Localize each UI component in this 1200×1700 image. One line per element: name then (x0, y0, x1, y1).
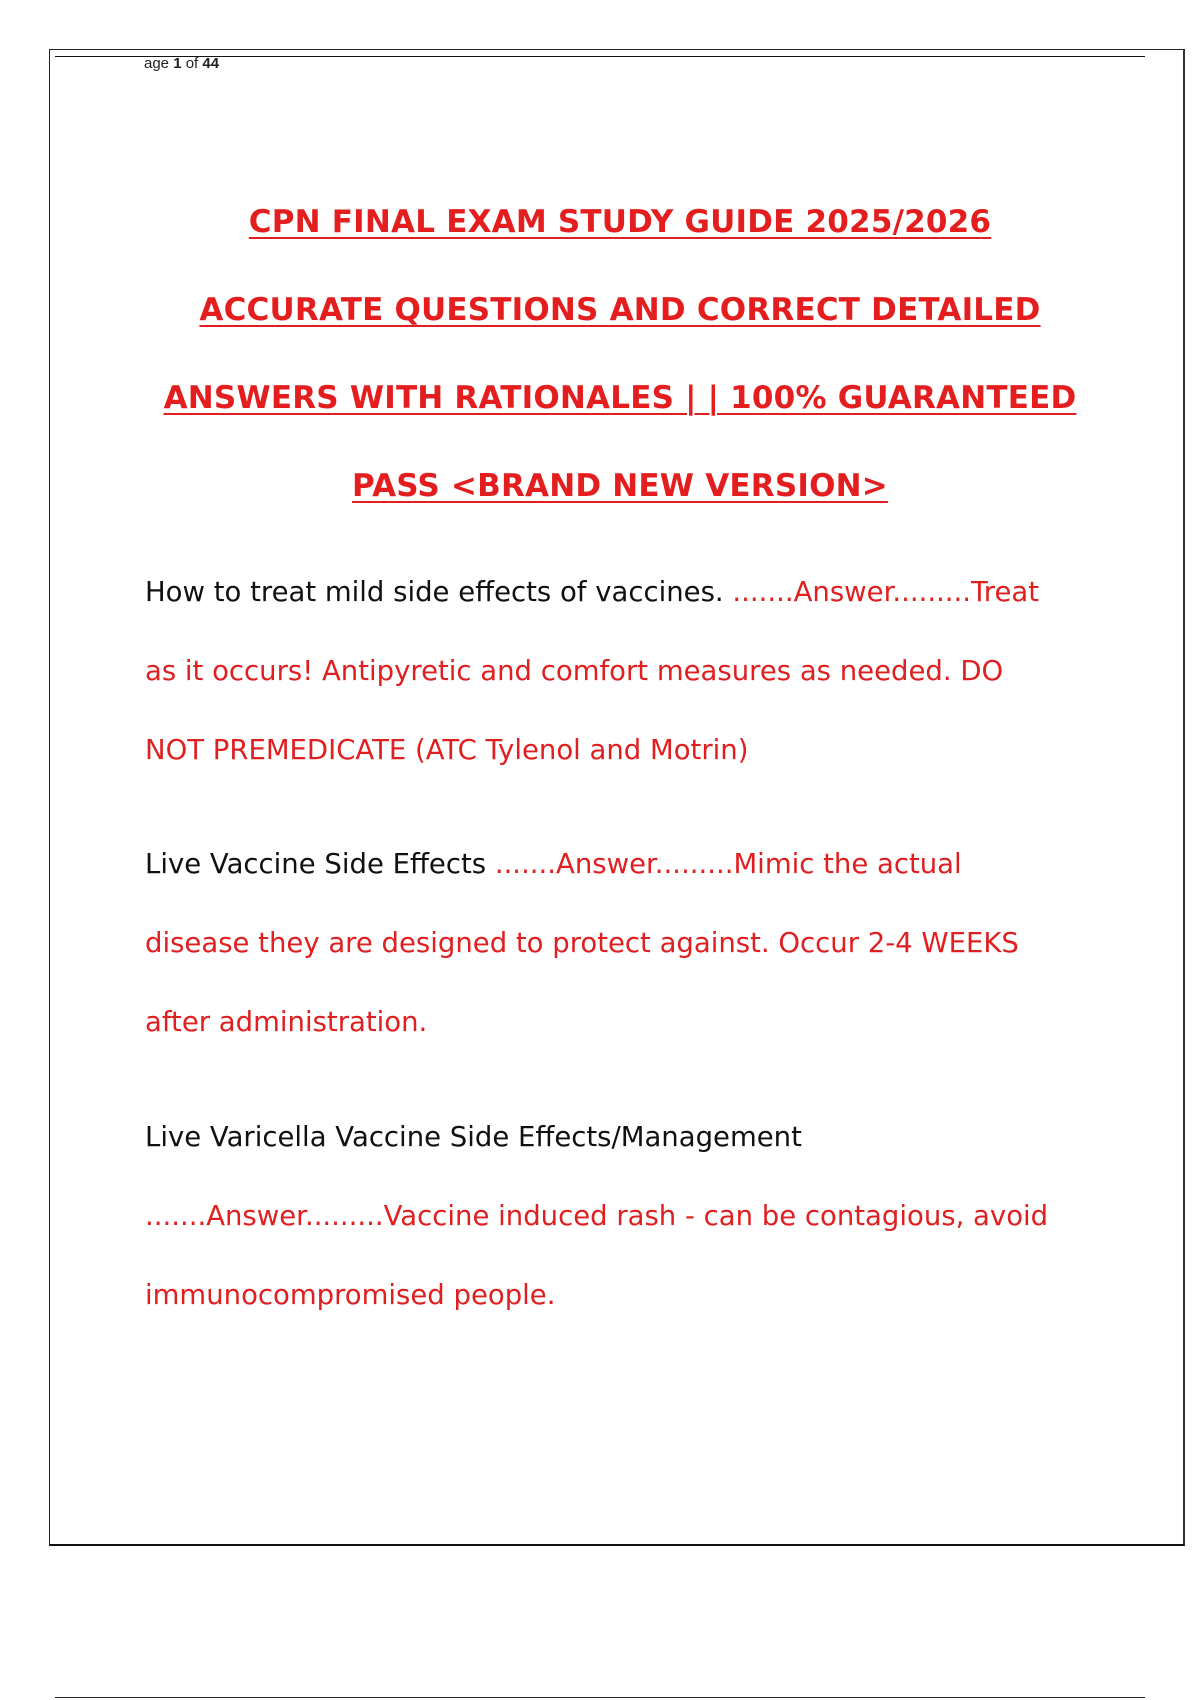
answer-text: immunocompromised people. (145, 1279, 556, 1311)
qa-item-2 (145, 825, 1085, 1062)
document-title (120, 178, 1120, 530)
page-total: 44 (202, 55, 220, 72)
title-line-2: ACCURATE QUESTIONS AND CORRECT DETAILED (199, 292, 1041, 328)
answer-text: after administration. (145, 1006, 428, 1038)
title-line-4: PASS <BRAND NEW VERSION> (352, 468, 888, 504)
qa-line (145, 553, 1085, 632)
question-text: Live Vaccine Side Effects (145, 848, 487, 880)
qa-line (145, 825, 1085, 904)
answer-text: disease they are designed to protect against. Occur 2-4 WEEKS (145, 927, 1019, 959)
page-number: 1 (173, 55, 182, 72)
title-line-1: CPN FINAL EXAM STUDY GUIDE 2025/2026 (248, 204, 992, 240)
question-text: Live Varicella Vaccine Side Effects/Management (145, 1121, 802, 1153)
answer-text: .......Answer.........Mimic the actual (494, 848, 962, 880)
qa-item-3 (145, 1098, 1085, 1335)
qa-item-1 (145, 553, 1085, 790)
answer-text: as it occurs! Antipyretic and comfort measures as needed. DO (145, 655, 1004, 687)
answer-text: .......Answer.........Vaccine induced rash - can be contagious, avoid (145, 1200, 1049, 1232)
page-prefix: age (144, 55, 170, 72)
question-text: How to treat mild side effects of vaccines. (145, 576, 724, 608)
footer-rule (55, 1697, 1145, 1698)
title-line-3: ANSWERS WITH RATIONALES | | 100% GUARANTEED (163, 380, 1077, 416)
page-counter (144, 55, 219, 73)
answer-text: .......Answer.........Treat (732, 576, 1040, 608)
answer-text: NOT PREMEDICATE (ATC Tylenol and Motrin) (145, 734, 749, 766)
page-of: of (185, 55, 199, 72)
